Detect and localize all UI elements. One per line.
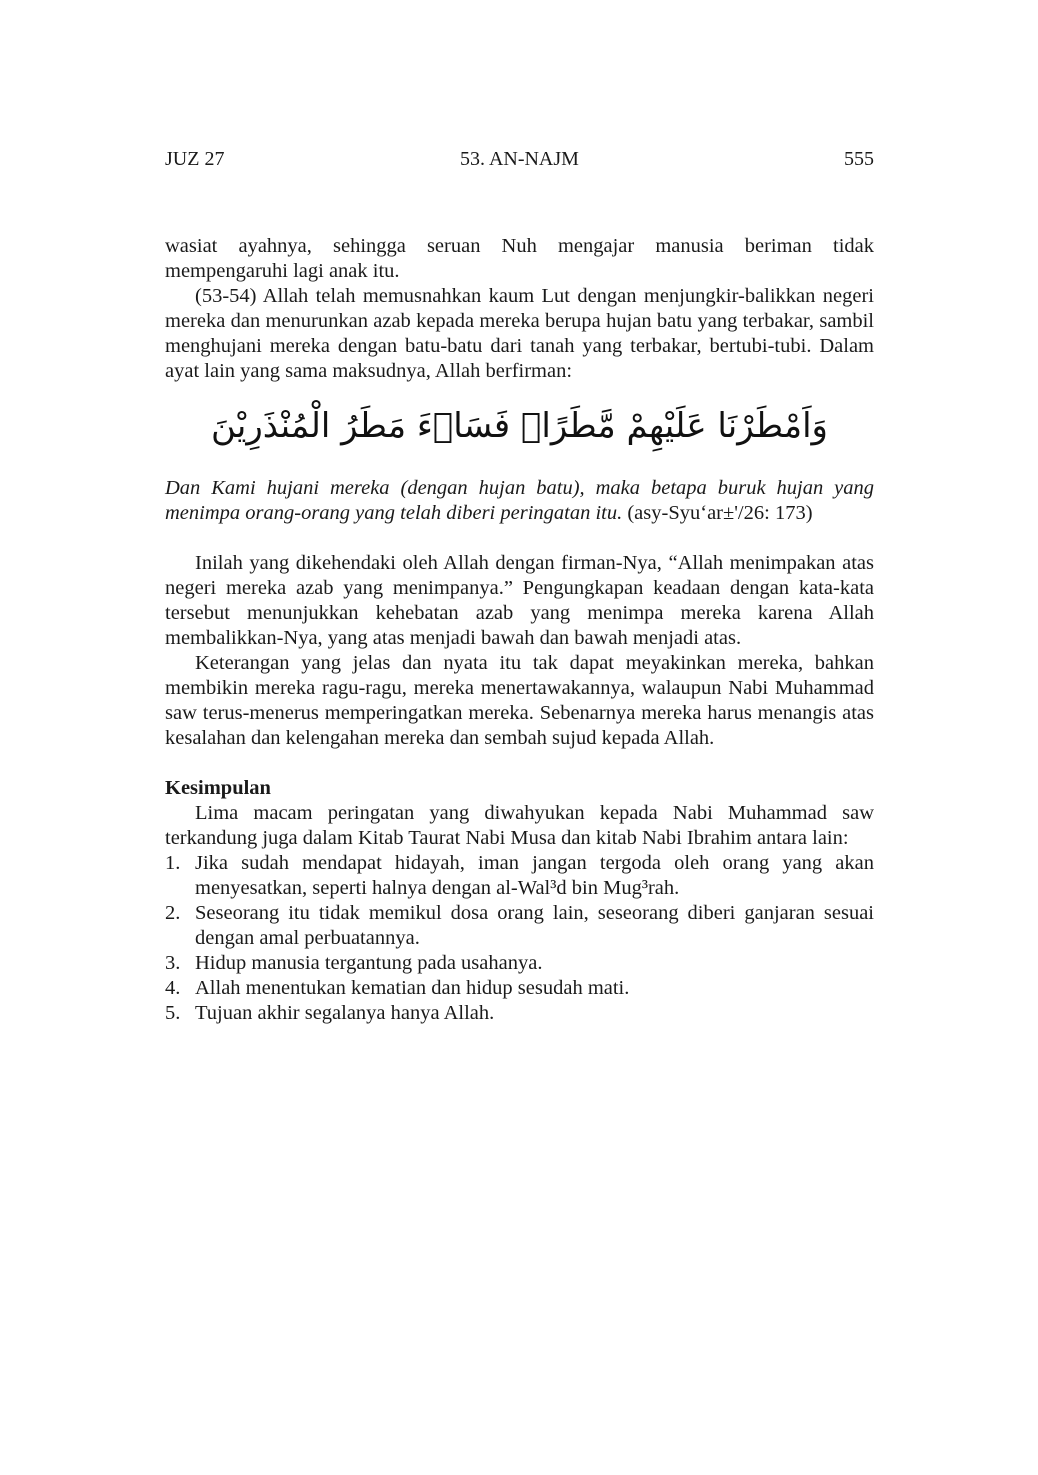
- list-item: [165, 976, 874, 1001]
- list-text: Hidup manusia tergantung pada usahanya.: [195, 952, 543, 974]
- conclusion-intro: Lima macam peringatan yang diwahyukan kepada Nabi Muhammad saw terkandung juga dalam Kitab Taurat Nabi Musa dan kitab Nabi Ibrahim antara lain:: [165, 802, 874, 849]
- spacer: [165, 526, 874, 551]
- paragraph-explanation: Inilah yang dikehendaki oleh Allah dengan firman-Nya, “Allah menimpakan atas negeri mereka azab yang menimpanya.” Pengungkapan keadaan dengan kata-kata tersebut menunjukkan kehebatan azab yang menimpa mereka karena Allah membalikkan-Nya, yang atas menjadi bawah dan bawah menjadi atas.: [165, 552, 874, 649]
- page-body: [165, 234, 874, 1026]
- list-text: Allah menentukan kematian dan hidup sesudah mati.: [195, 977, 630, 999]
- list-number: 4.: [165, 977, 181, 999]
- paragraph-continuation: wasiat ayahnya, sehingga seruan Nuh mengajar manusia beriman tidak mempengaruhi lagi anak itu.: [165, 235, 874, 282]
- list-item: [165, 951, 874, 976]
- running-header: [165, 146, 874, 172]
- list-number: 3.: [165, 952, 181, 974]
- list-item: [165, 901, 874, 951]
- list-number: 2.: [165, 902, 181, 924]
- surah-title: 53. AN-NAJM: [460, 148, 579, 170]
- spacer: [165, 751, 874, 776]
- translation-text: Dan Kami hujani mereka (dengan hujan batu), maka betapa buruk hujan yang menimpa orang-orang yang telah diberi peringatan itu.: [165, 477, 874, 524]
- section-heading: Kesimpulan: [165, 777, 271, 799]
- juz-label: JUZ 27: [165, 148, 225, 170]
- paragraph-verse-53-54: (53-54) Allah telah memusnahkan kaum Lut dengan menjungkir-balikkan negeri mereka dan menurunkan azab kepada mereka berupa hujan batu yang terbakar, sambil menghujani mereka dengan batu-batu dari tanah yang terbakar, bertubi-tubi. Dalam ayat lain yang sama maksudnya, Allah berfirman:: [165, 285, 874, 382]
- list-text: Jika sudah mendapat hidayah, iman jangan tergoda oleh orang yang akan menyesatkan, seperti halnya dengan al-Wal³d bin Mug³rah.: [195, 852, 874, 899]
- verse-translation: [165, 476, 874, 526]
- verse-reference: (asy-Syu‘ar±'/26: 173): [627, 502, 813, 524]
- list-number: 1.: [165, 852, 181, 874]
- list-text: Tujuan akhir segalanya hanya Allah.: [195, 1002, 495, 1024]
- arabic-verse: وَاَمْطَرْنَا عَلَيْهِمْ مَّطَرًاۚ فَسَاۤءَ مَطَرُ الْمُنْذَرِيْنَ: [211, 406, 828, 446]
- list-number: 5.: [165, 1002, 181, 1024]
- list-item: [165, 1001, 874, 1026]
- list-item: [165, 851, 874, 901]
- list-text: Seseorang itu tidak memikul dosa orang lain, seseorang diberi ganjaran sesuai dengan amal perbuatannya.: [195, 902, 874, 949]
- conclusion-list: [165, 851, 874, 1026]
- paragraph-remark: Keterangan yang jelas dan nyata itu tak dapat meyakinkan mereka, bahkan membikin mereka ragu-ragu, mereka menertawakannya, walaupun Nabi Muhammad saw terus-menerus memperingatkan mereka. Sebenarnya mereka harus menangis atas kesalahan dan kelengahan mereka dan sembah sujud kepada Allah.: [165, 652, 874, 749]
- page-number: 555: [844, 148, 874, 170]
